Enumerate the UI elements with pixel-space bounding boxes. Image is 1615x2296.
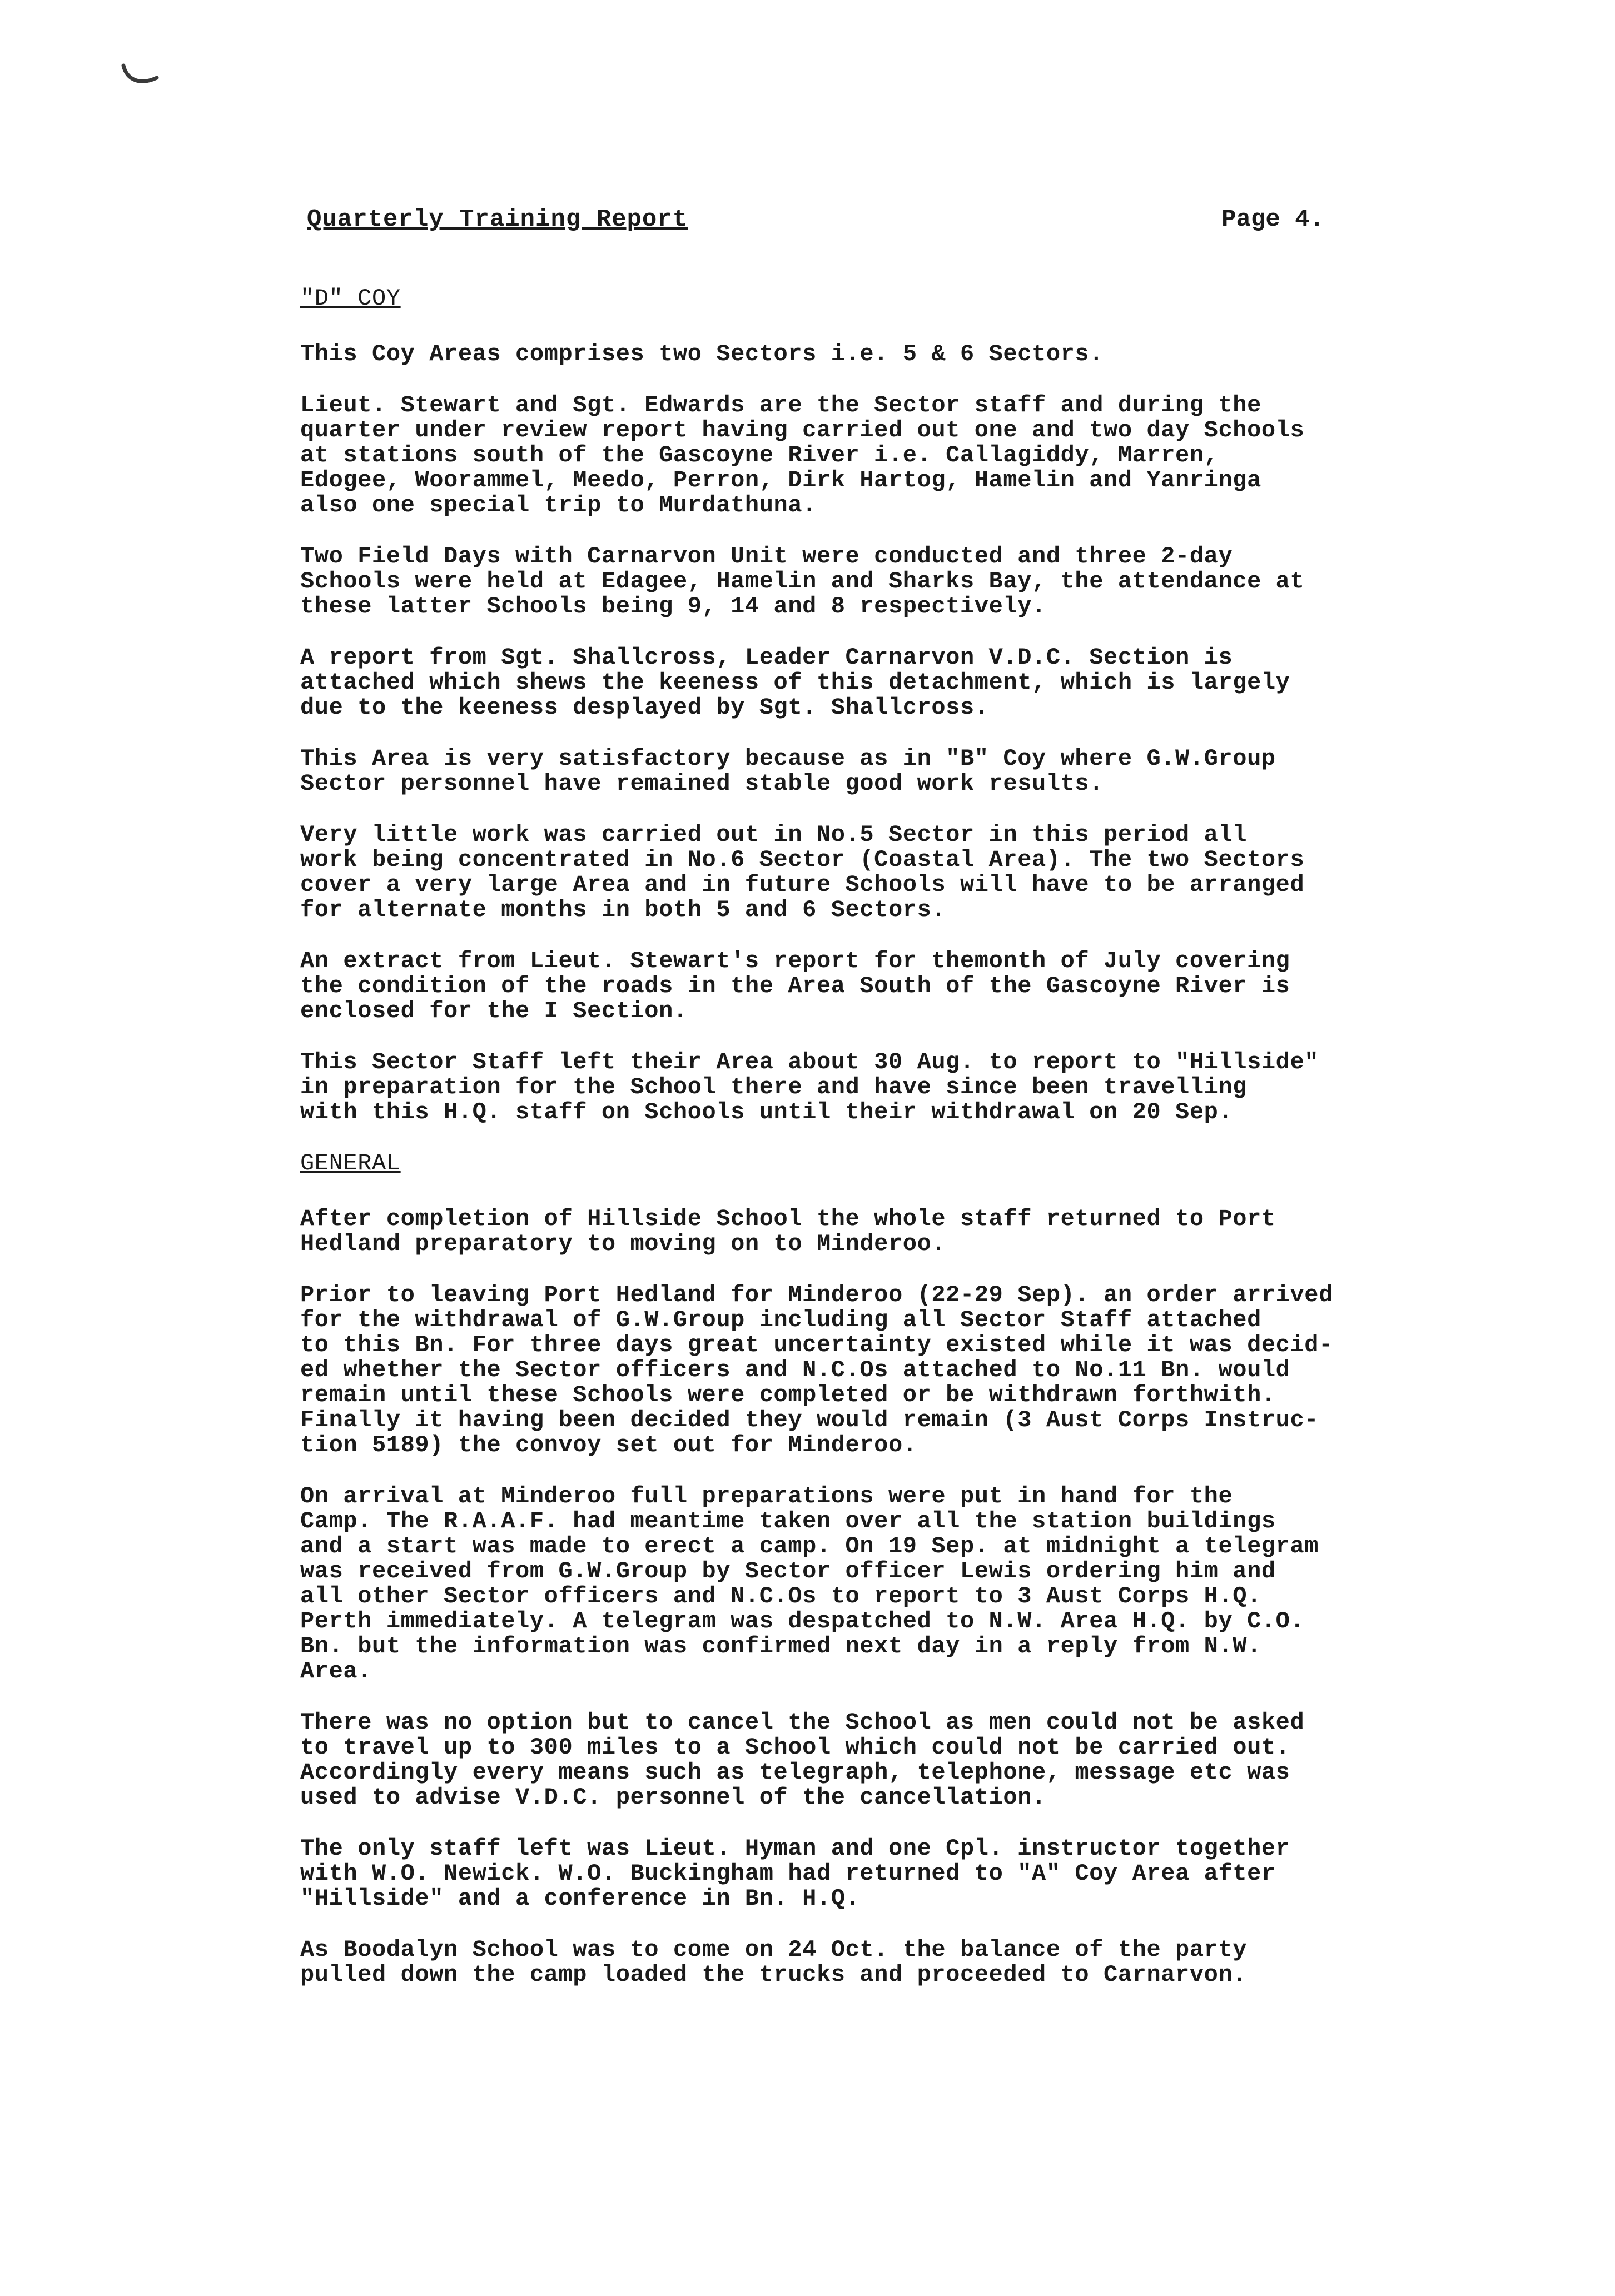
paragraph: The only staff left was Lieut. Hyman and one Cpl. instructor together with W.O. Newick. W.O. Buckingham had returned to "A" Coy Area after "Hillside" and a conference in Bn. H.Q.: [300, 1835, 1290, 1912]
page-header: [307, 206, 1324, 245]
paragraph: Very little work was carried out in No.5 Sector in this period all work being concentrated in No.6 Sector (Coastal Area). The two Sectors cover a very large Area and in future Schools will have to be arranged for alternate months in both 5 and 6 Sectors.: [300, 821, 1305, 923]
paragraph: This Sector Staff left their Area about 30 Aug. to report to "Hillside" in preparation for the School there and have since been travelling with this H.Q. staff on Schools until their withdrawal on 20 Sep.: [300, 1049, 1319, 1125]
paragraph: As Boodalyn School was to come on 24 Oct. the balance of the party pulled down the camp loaded the trucks and proceeded to Carnarvon.: [300, 1936, 1248, 1988]
paragraph: Two Field Days with Carnarvon Unit were conducted and three 2-day Schools were held at Edagee, Hamelin and Sharks Bay, the attendance at these latter Schools being 9, 14 and 8 respectively.: [300, 543, 1305, 620]
punch-hole-mark-icon: [121, 61, 160, 89]
section-heading-d-coy: "D" COY: [300, 285, 401, 312]
paragraph: There was no option but to cancel the School as men could not be asked to travel up to 300 miles to a School which could not be carried out. Accordingly every means such as telegraph, telephone, message etc was used to advise V.D.C. personnel of the cancellation.: [300, 1709, 1305, 1811]
section-heading-general: GENERAL: [300, 1150, 401, 1177]
paragraph: An extract from Lieut. Stewart's report for themonth of July covering the condition of the roads in the Area South of the Gascoyne River is enclosed for the I Section.: [300, 948, 1290, 1024]
report-title: Quarterly Training Report: [307, 206, 688, 233]
paragraph: After completion of Hillside School the whole staff returned to Port Hedland preparatory to moving on to Minderoo.: [300, 1206, 1276, 1257]
paragraph: This Area is very satisfactory because as in "B" Coy where G.W.Group Sector personnel have remained stable good work results.: [300, 745, 1276, 797]
paragraph: On arrival at Minderoo full preparations were put in hand for the Camp. The R.A.A.F. had meantime taken over all the station buildings and a start was made to erect a camp. On 19 Sep. at midnight a telegram was received from G.W.Group by Sector officer Lewis ordering him and all other Sector officers and N.C.Os to report to 3 Aust Corps H.Q. Perth immediately. A telegram was despatched to N.W. Area H.Q. by C.O. Bn. but the information was confirmed next day in a reply from N.W. Area.: [300, 1483, 1319, 1685]
report-body: [300, 281, 1423, 2014]
paragraph: Prior to leaving Port Hedland for Minderoo (22-29 Sep). an order arrived for the withdrawal of G.W.Group including all Sector Staff attached to this Bn. For three days great uncertainty existed while it was decid- ed whether the Sector officers and N.C.Os attached to No.11 Bn. would remain until these Schools were completed or be withdrawn forthwith. Finally it having been decided they would remain (3 Aust Corps Instruc- tion 5189) the convoy set out for Minderoo.: [300, 1282, 1333, 1458]
page-number: Page 4.: [1221, 206, 1324, 233]
paragraph: Lieut. Stewart and Sgt. Edwards are the Sector staff and during the quarter under review report having carried out one and two day Schools at stations south of the Gascoyne River i.e. Callagiddy, Marren, Edogee, Woorammel, Meedo, Perron, Dirk Hartog, Hamelin and Yanringa also one special trip to Murdathuna.: [300, 392, 1305, 519]
paragraph: A report from Sgt. Shallcross, Leader Carnarvon V.D.C. Section is attached which shews the keeness of this detachment, which is largely due to the keeness desplayed by Sgt. Shallcross.: [300, 644, 1290, 721]
paragraph: This Coy Areas comprises two Sectors i.e. 5 & 6 Sectors.: [300, 341, 1104, 367]
